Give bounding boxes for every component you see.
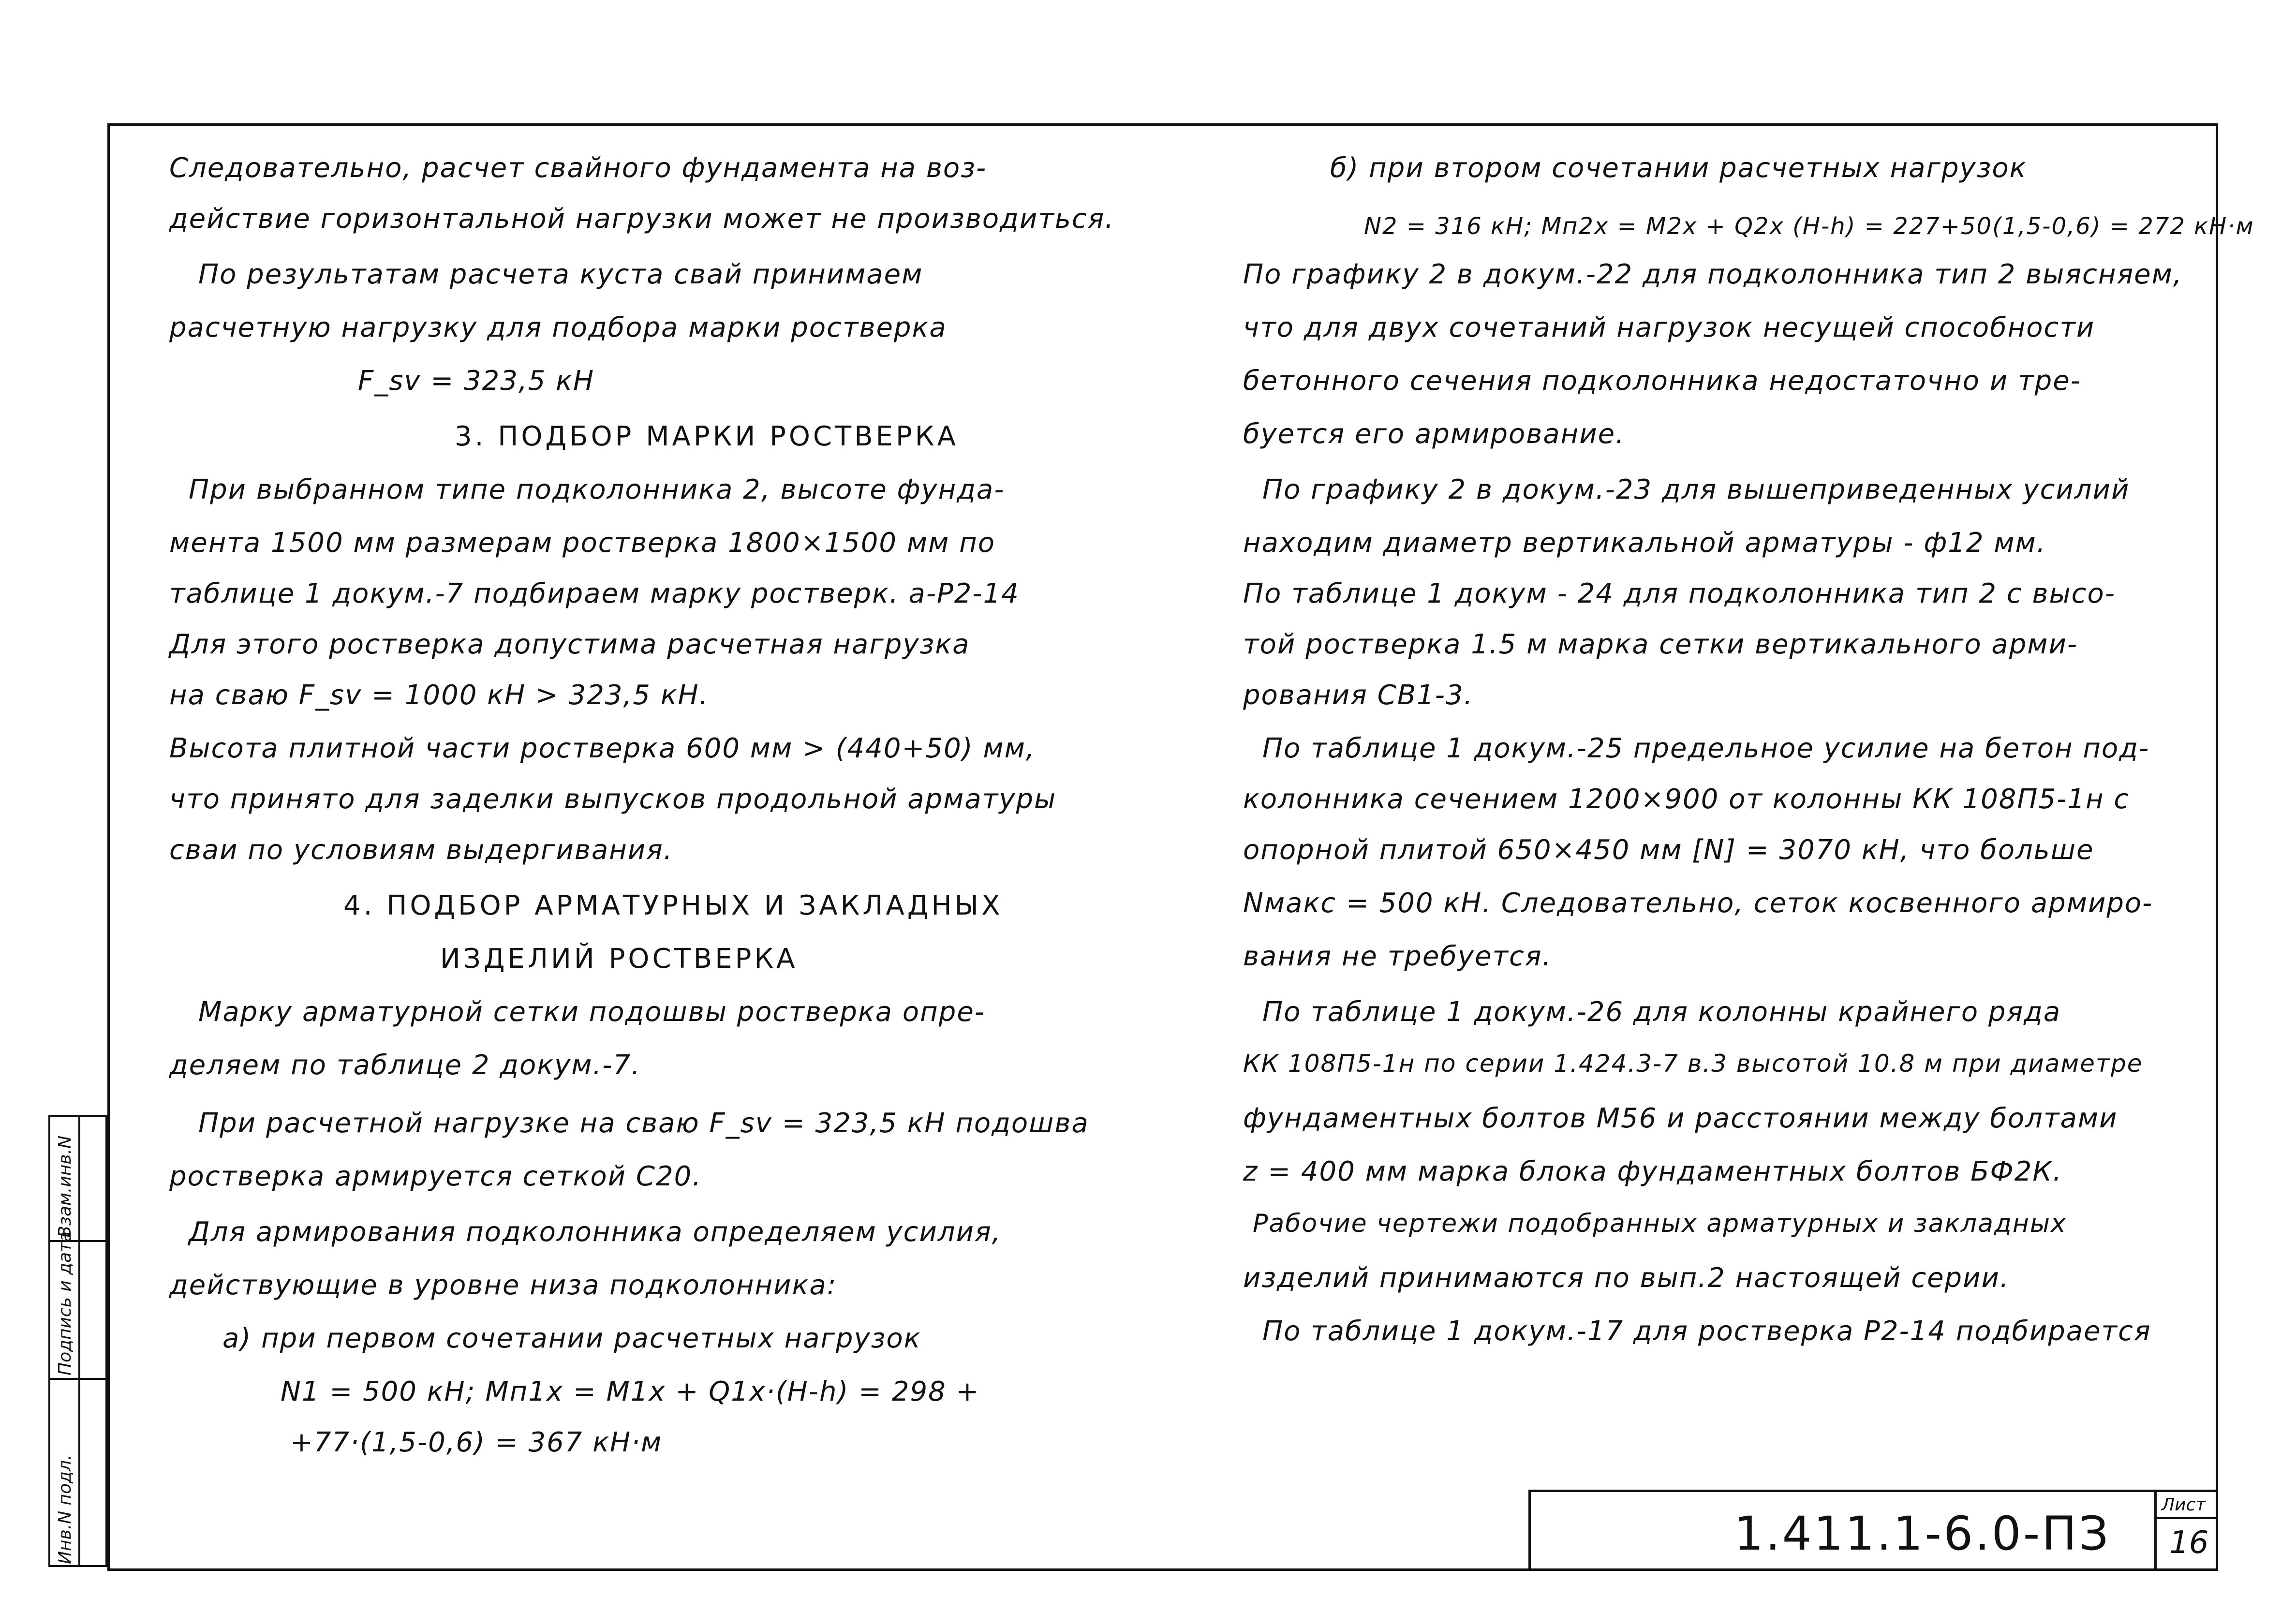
text-line: сваи по условиям выдергивания. xyxy=(169,834,673,866)
text-line: КК 108П5-1н по серии 1.424.3-7 в.3 высотой 10.8 м при диаметре xyxy=(1243,1050,2143,1078)
text-line: Для армирования подколонника определяем усилия, xyxy=(189,1216,1002,1248)
text-line: на сваю F_sv = 1000 кН > 323,5 кН. xyxy=(169,680,709,711)
text-line: колонника сечением 1200×900 от колонны КК 108П5-1н с xyxy=(1243,784,2130,815)
sheet-number: 16 xyxy=(2169,1525,2209,1561)
text-line: деляем по таблице 2 докум.-7. xyxy=(169,1050,641,1081)
text-line: бетонного сечения подколонника недостаточно и тре- xyxy=(1243,365,2081,397)
side-stamp xyxy=(48,1115,107,1567)
text-line: что принято для заделки выпусков продольной арматуры xyxy=(169,784,1057,815)
inv-no-label: Инв.N подл. xyxy=(55,1454,75,1564)
formula-n1-cont: +77·(1,5-0,6) = 367 кН·м xyxy=(290,1427,663,1458)
text-line: z = 400 мм марка блока фундаментных болтов БФ2К. xyxy=(1243,1156,2062,1187)
text-line: По результатам расчета куста свай принимаем xyxy=(198,259,923,290)
title-block xyxy=(1528,1490,2218,1571)
text-line: При выбранном типе подколонника 2, высоте фунда- xyxy=(189,474,1005,505)
text-line: Высота плитной части ростверка 600 мм > (440+50) мм, xyxy=(169,733,1036,764)
replace-inv-label: Взам.инв.N xyxy=(55,1135,75,1238)
formula-n1: N1 = 500 кН; Mп1х = M1х + Q1х·(H-h) = 298 + xyxy=(281,1376,980,1407)
document-code: 1.411.1-6.0-ПЗ xyxy=(1734,1507,2111,1561)
section-heading-3: 3. ПОДБОР МАРКИ РОСТВЕРКА xyxy=(455,421,959,452)
text-line: Следовательно, расчет свайного фундамента на воз- xyxy=(169,152,987,184)
text-line: б) при втором сочетании расчетных нагрузок xyxy=(1330,152,2027,184)
formula-n2: N2 = 316 кН; Mп2х = M2х + Q2х (H-h) = 227+50(1,5-0,6) = 272 кН·м xyxy=(1364,213,2254,240)
text-line: а) при первом сочетании расчетных нагрузок xyxy=(222,1323,921,1354)
text-line: действующие в уровне низа подколонника: xyxy=(169,1270,837,1301)
text-line: расчетную нагрузку для подбора марки ростверка xyxy=(169,312,947,343)
text-line: По графику 2 в докум.-23 для вышеприведенных усилий xyxy=(1262,474,2130,505)
text-line: фундаментных болтов М56 и расстоянии между болтами xyxy=(1243,1103,2118,1134)
text-line: той ростверка 1.5 м марка сетки вертикального арми- xyxy=(1243,629,2078,660)
text-line: действие горизонтальной нагрузки может не производиться. xyxy=(169,203,1115,235)
text-line: изделий принимаются по вып.2 настоящей серии. xyxy=(1243,1262,2010,1294)
text-line: Для этого ростверка допустима расчетная нагрузка xyxy=(169,629,970,660)
text-line: буется его армирование. xyxy=(1243,418,1625,450)
text-line: рования СВ1-3. xyxy=(1243,680,1474,711)
text-line: таблице 1 докум.-7 подбираем марку ростверк. а-Р2-14 xyxy=(169,578,1020,609)
text-line: Nмакс = 500 кН. Следовательно, сеток косвенного армиро- xyxy=(1243,887,2153,919)
text-line: вания не требуется. xyxy=(1243,941,1552,972)
text-line: По таблице 1 докум.-25 предельное усилие на бетон под- xyxy=(1262,733,2150,764)
text-line: мента 1500 мм размерам ростверка 1800×1500 мм по xyxy=(169,527,995,559)
formula-fsv: F_sv = 323,5 кН xyxy=(358,365,595,397)
text-line: находим диаметр вертикальной арматуры - ф12 мм. xyxy=(1243,527,2046,559)
sheet-box xyxy=(2154,1492,2218,1571)
text-line: ростверка армируется сеткой С20. xyxy=(169,1161,702,1192)
sign-date-label: Подпись и дата xyxy=(55,1231,75,1375)
section-heading-4-cont: ИЗДЕЛИЙ РОСТВЕРКА xyxy=(440,943,798,975)
text-line: При расчетной нагрузке на сваю F_sv = 323,5 кН подошва xyxy=(198,1108,1089,1139)
text-line: По графику 2 в докум.-22 для подколонника тип 2 выясняем, xyxy=(1243,259,2183,290)
text-line: Марку арматурной сетки подошвы ростверка опре- xyxy=(198,996,985,1028)
text-line: По таблице 1 докум.-26 для колонны крайнего ряда xyxy=(1262,996,2061,1028)
sheet-label: Лист xyxy=(2162,1495,2206,1515)
text-line: что для двух сочетаний нагрузок несущей способности xyxy=(1243,312,2095,343)
section-heading-4: 4. ПОДБОР АРМАТУРНЫХ И ЗАКЛАДНЫХ xyxy=(343,890,1003,921)
text-line: По таблице 1 докум.-17 для ростверка Р2-14 подбирается xyxy=(1262,1316,2151,1347)
text-line: опорной плитой 650×450 мм [N] = 3070 кН, что больше xyxy=(1243,834,2094,866)
text-line: Рабочие чертежи подобранных арматурных и закладных xyxy=(1253,1209,2067,1238)
text-line: По таблице 1 докум - 24 для подколонника тип 2 с высо- xyxy=(1243,578,2116,609)
